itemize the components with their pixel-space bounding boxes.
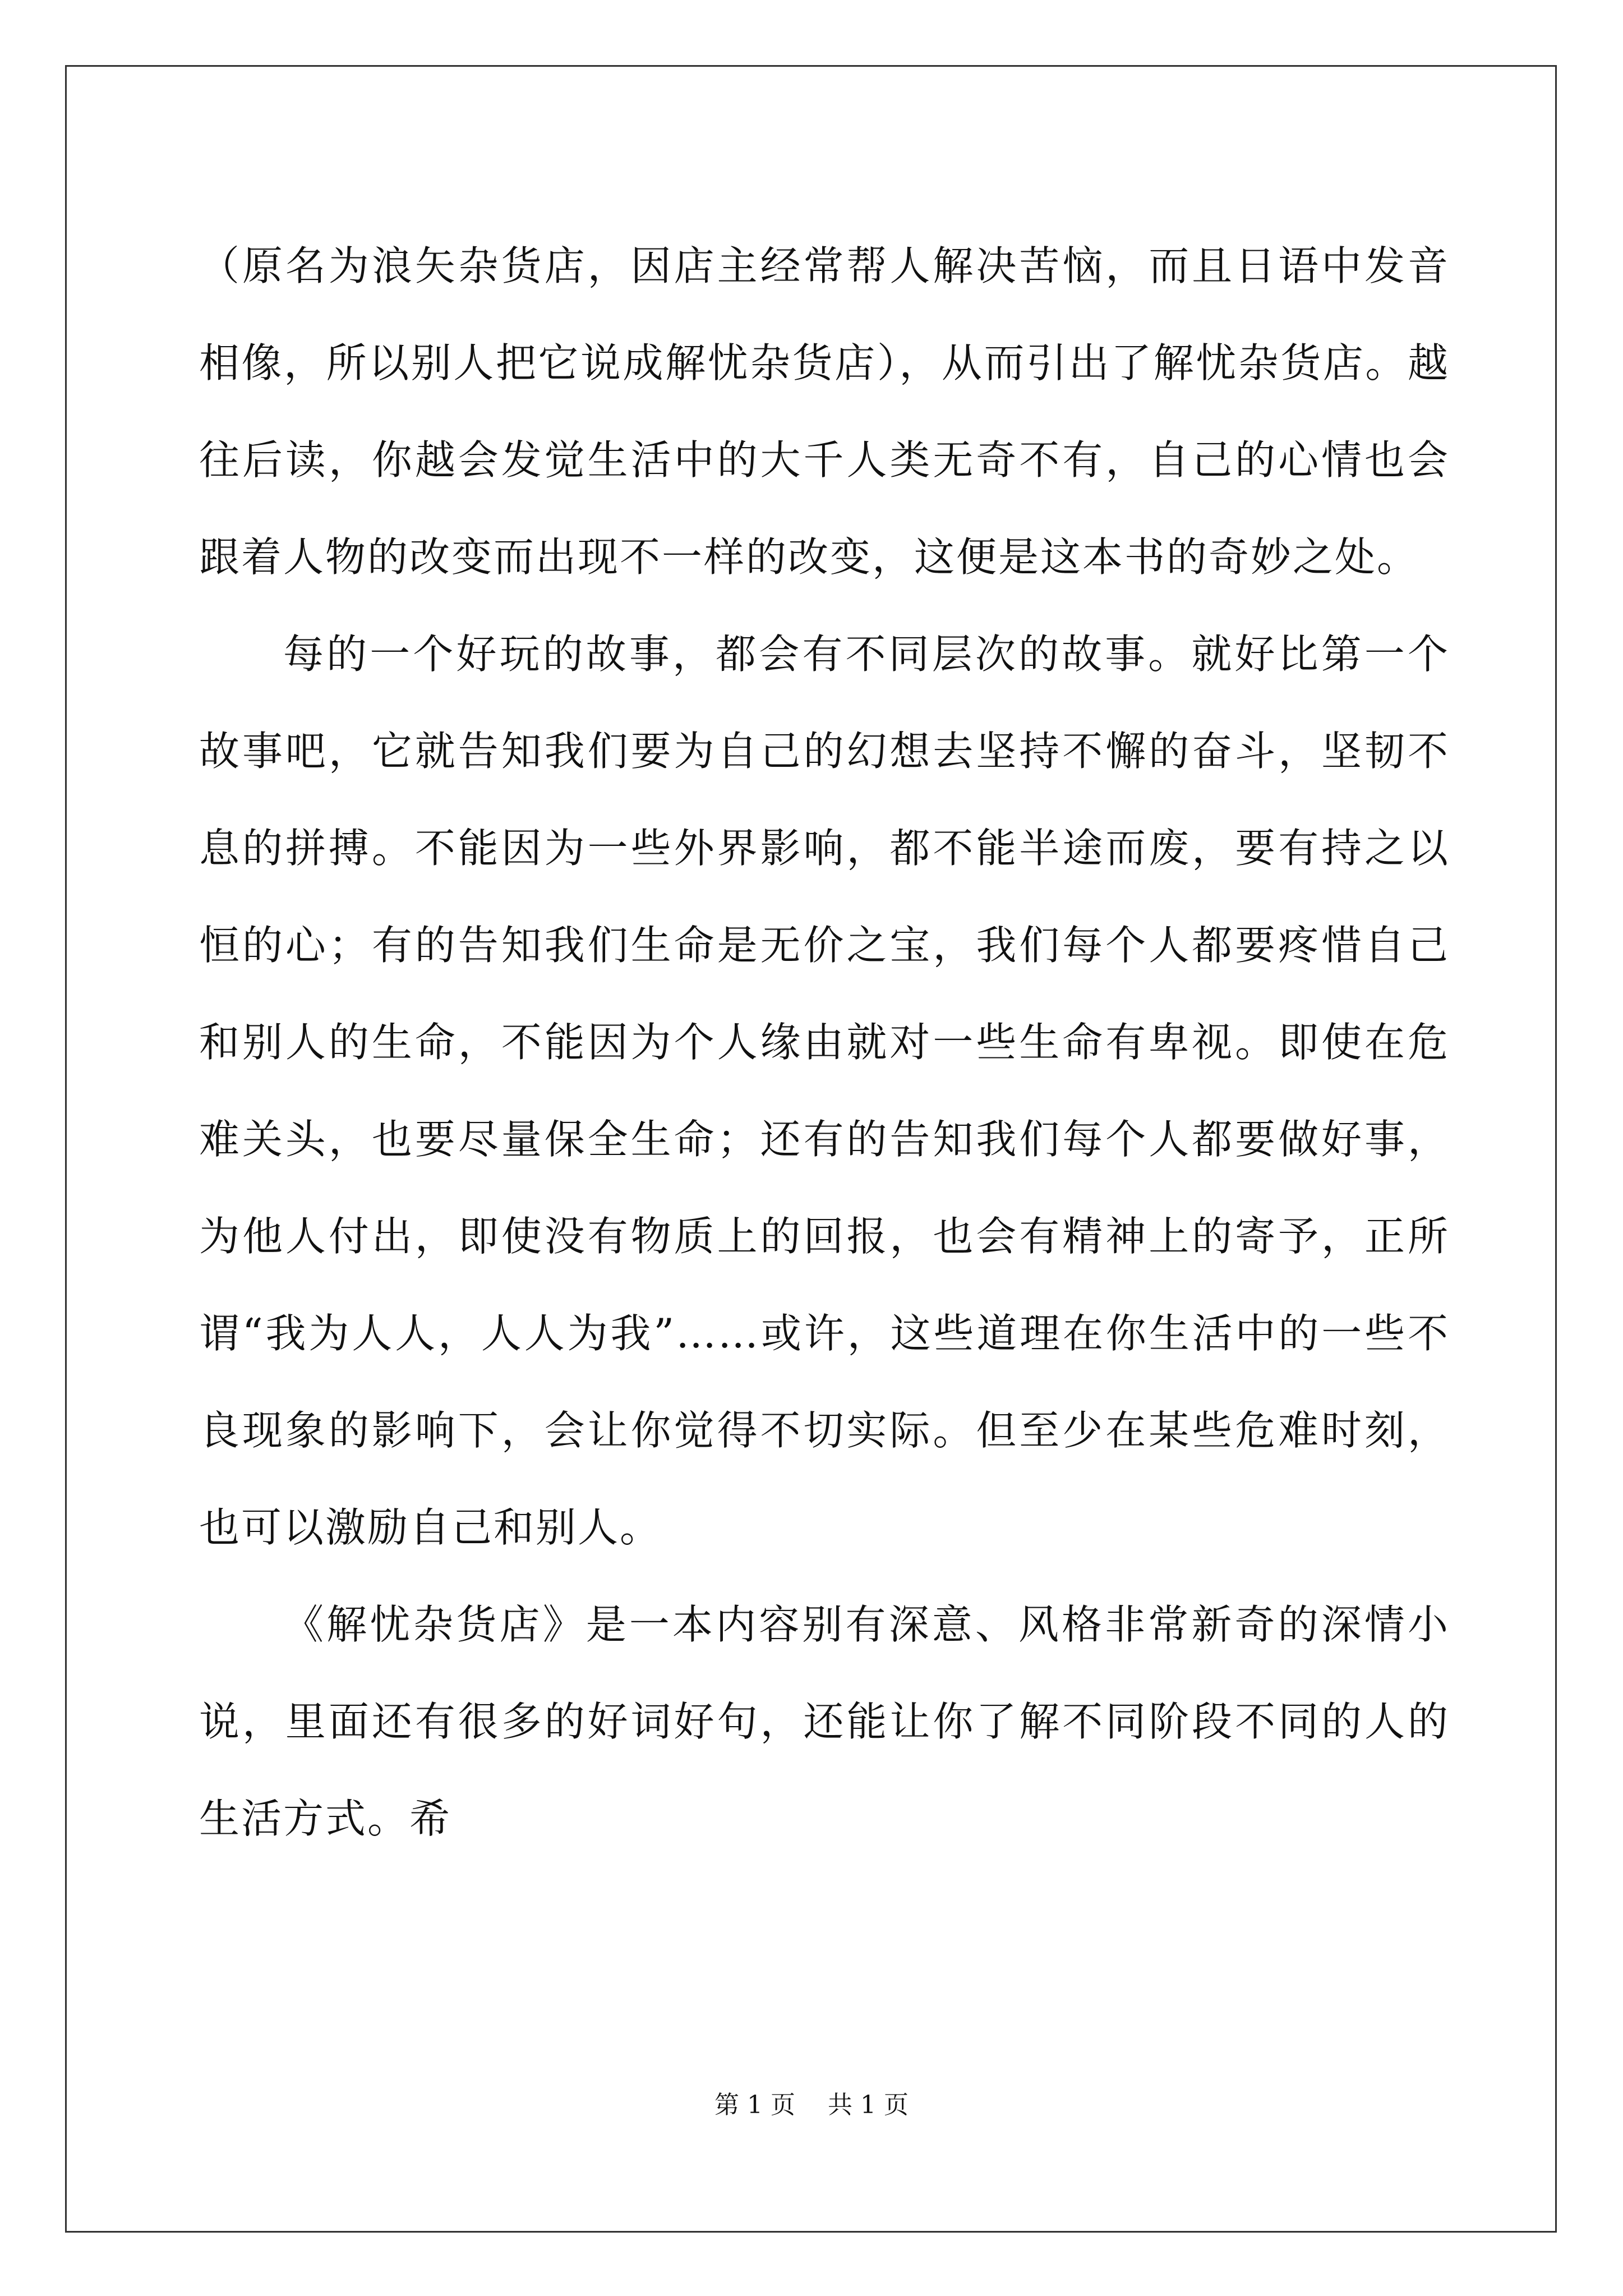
document-body bbox=[199, 218, 1450, 1867]
paragraph-1: （原名为浪矢杂货店，因店主经常帮人解决苦恼，而且日语中发音相像，所以别人把它说成解忧杂货店），从而引出了解忧杂货店。越往后读，你越会发觉生活中的大千人类无奇不有，自己的心情也会跟着人物的改变而出现不一样的改变，这便是这本书的奇妙之处。 bbox=[199, 242, 1450, 581]
paragraph-3: 《解忧杂货店》是一本内容别有深意、风格非常新奇的深情小说，里面还有很多的好词好句，还能让你了解不同阶段不同的人的生活方式。希 bbox=[199, 1601, 1450, 1842]
page-total: 共 1 页 bbox=[828, 2091, 909, 2119]
page-footer bbox=[0, 2085, 1623, 2120]
page-number: 第 1 页 bbox=[714, 2091, 795, 2119]
paragraph-2: 每的一个好玩的故事，都会有不同层次的故事。就好比第一个故事吧，它就告知我们要为自己的幻想去坚持不懈的奋斗，坚韧不息的拼搏。不能因为一些外界影响，都不能半途而废，要有持之以恒的心；有的告知我们生命是无价之宝，我们每个人都要疼惜自己和别人的生命，不能因为个人缘由就对一些生命有卑视。即使在危难关头，也要尽量保全生命；还有的告知我们每个人都要做好事，为他人付出，即使没有物质上的回报，也会有精神上的寄予，正所谓“我为人人，人人为我”……或许，这些道理在你生活中的一些不良现象的影响下，会让你觉得不切实际。但至少在某些危难时刻，也可以激励自己和别人。 bbox=[199, 631, 1450, 1551]
